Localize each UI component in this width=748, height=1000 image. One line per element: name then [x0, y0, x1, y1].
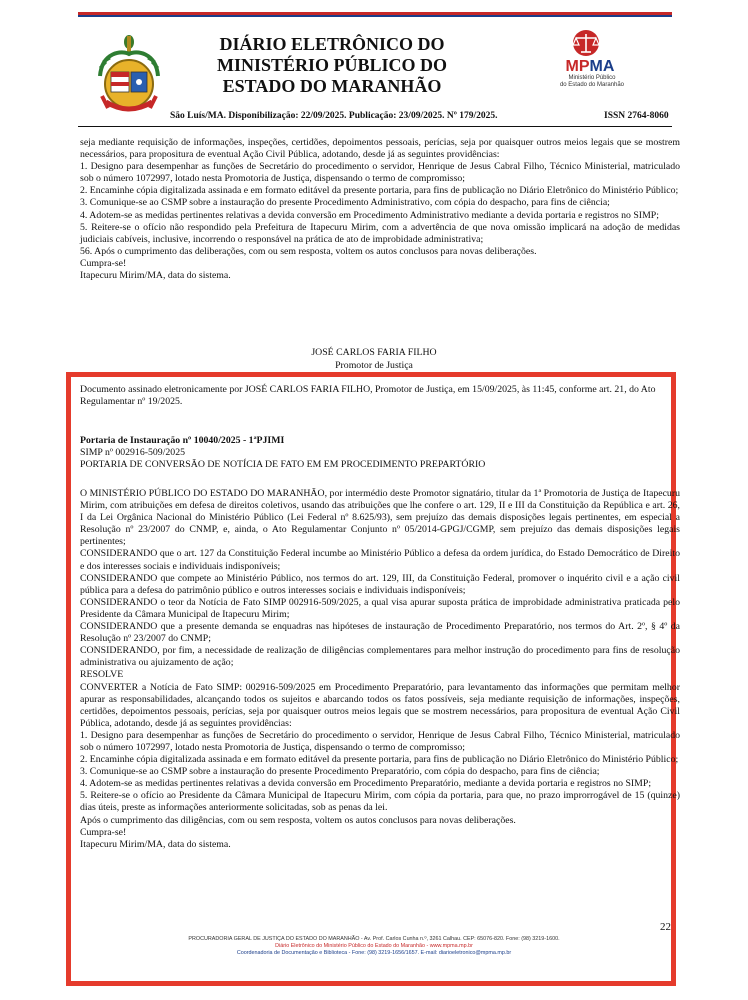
- footer-address: PROCURADORIA GERAL DE JUSTIÇA DO ESTADO DO MARANHÃO - Av. Prof. Carlos Cunha n.º, 3261 Calhau. CEP: 65076-820. Fone: (98) 3219-1600.: [188, 936, 560, 942]
- paragraph: CONSIDERANDO que compete ao Ministério Público, nos termos do art. 129, III, da Constituição Federal, promover o inquérito civil e a ação civil pública para a defesa do patrimônio público e outros interesses sociais e individuais indisponíveis;: [80, 572, 680, 596]
- page-footer: [100, 936, 648, 957]
- paragraph: CONSIDERANDO o teor da Notícia de Fato SIMP 002916-509/2025, a qual visa apurar suposta prática de improbidade administrativa praticada pelo Presidente da Câmara Municipal de Itapecuru Mirim;: [80, 596, 680, 620]
- mpma-wordmark-ma: MA: [589, 58, 615, 75]
- journal-title-line: ESTADO DO MARANHÃO: [222, 76, 442, 96]
- footer-contact: Coordenadoria de Documentação e Biblioteca - Fone: (98) 3219-1656/1657. E-mail: diarioeletronico@mpma.mp.br: [236, 950, 512, 956]
- paragraph: Cumpra-se!: [80, 826, 127, 838]
- paragraph: 3. Comunique-se ao CSMP sobre a instauração do presente Procedimento Preparatório, com cópia do despacho, para fins de ciência;: [80, 766, 600, 778]
- footer-journal-link: Diário Eletrônico do Ministério Público do Estado do Maranhão - www.mpma.mp.br: [275, 943, 473, 949]
- paragraph: 4. Adotem-se as medidas pertinentes relativas a devida conversão em Procedimento Preparatório, mediante a devida portaria e registros no SIMP;: [80, 778, 652, 790]
- paragraph: 2. Encaminhe cópia digitalizada assinada e em formato editável da presente portaria, para fins de publicação no Diário Eletrônico do Ministério Público;: [80, 754, 679, 766]
- portaria-title: Portaria de Instauração nº 10040/2025 - 1ªPJIMI: [80, 435, 285, 446]
- paragraph: 56. Após o cumprimento das deliberações, com ou sem resposta, voltem os autos conclusos para novas deliberações.: [80, 245, 537, 257]
- issn-label: ISSN 2764-8060: [604, 111, 669, 121]
- paragraph: RESOLVE: [80, 669, 124, 681]
- portaria-simp-number: SIMP nº 002916-509/2025: [80, 447, 186, 459]
- portaria-body: [80, 488, 680, 851]
- publication-info: São Luís/MA. Disponibilização: 22/09/2025. Publicação: 23/09/2025. Nº 179/2025.: [170, 111, 498, 121]
- paragraph: CONVERTER a Notícia de Fato SIMP: 002916-509/2025 em Procedimento Preparatório, para levantamento das informações que permitam melhor apurar as responsabilidades, alcançando todos os sujeitos e abarcando todos os fatos possíveis, seja mediante requisição de informações, inspeções, certidões, depoimentos pessoais, perícias, seja por quaisquer outros meios legais que se mostrem necessários, para propositura de eventual Ação Civil Pública, adotando, desde já as seguintes providências:: [80, 681, 680, 729]
- state-coat-of-arms-icon: [92, 32, 166, 120]
- signer-role: Promotor de Justiça: [335, 360, 413, 371]
- mpma-sub-line: Ministério Público: [568, 75, 616, 81]
- paragraph: CONSIDERANDO que a presente demanda se enquadras nas hipóteses de instauração de Procedimento Preparatório, nos termos do Art. 2º, § 4º da Resolução nº 23/2007 do CNMP;: [80, 621, 680, 645]
- electronic-signature-note: Documento assinado eletronicamente por JOSÉ CARLOS FARIA FILHO, Promotor de Justiça, em 15/09/2025, às 11:45, conforme art. 21, do Ato Regulamentar nº 19/2025.: [80, 384, 656, 408]
- paragraph: 1. Designo para desempenhar as funções de Secretário do procedimento o servidor, Henrique de Jesus Cabral Filho, Técnico Ministerial, matriculado sob o número 1072997, lotado nesta Promotoria de Justiça, dispensando o termo de compromisso;: [80, 161, 680, 185]
- paragraph: Cumpra-se!: [80, 257, 127, 269]
- paragraph: O MINISTÉRIO PÚBLICO DO ESTADO DO MARANHÃO, por intermédio deste Promotor signatário, titular da 1ª Promotoria de Justiça de Itapecuru Mirim, com atribuições em defesa de direitos coletivos, usando das atribuições que lhe confere o art. 129, II e III da Constituição da República e art. 26, I da Lei Orgânica Nacional do Ministério Público (Lei Federal nº 8.625/93), sem prejuízo das demais disposições legais pertinentes, em especial a Resolução nº 23/2007 do CNMP, e, ainda, o Ato Regulamentar Conjunto nº 05/2014-GPGJ/CGMP, sem prejuízo das demais disposições legais pertinentes;: [80, 488, 680, 548]
- mpma-logo-wordmark: [542, 58, 638, 76]
- paragraph: CONSIDERANDO que o art. 127 da Constituição Federal incumbe ao Ministério Público a defesa da ordem jurídica, do Estado Democrático de Direito e dos interesses sociais e individuais indisponíveis;: [80, 548, 680, 572]
- paragraph: 3. Comunique-se ao CSMP sobre a instauração do presente Procedimento Administrativo, com cópia do despacho, para fins de ciência;: [80, 197, 610, 209]
- mpma-wordmark-mp: MP: [565, 58, 590, 75]
- header-divider: [78, 126, 672, 127]
- paragraph: Após o cumprimento das diligências, com ou sem resposta, voltem os autos conclusos para novas deliberações.: [80, 814, 516, 826]
- journal-title-line: MINISTÉRIO PÚBLICO DO: [216, 55, 448, 75]
- header-blue-rule: [78, 15, 672, 17]
- portaria-header: [80, 435, 680, 471]
- signer-name: JOSÉ CARLOS FARIA FILHO: [311, 347, 437, 358]
- paragraph: Itapecuru Mirim/MA, data do sistema.: [80, 838, 231, 850]
- paragraph: 2. Encaminhe cópia digitalizada assinada e em formato editável da presente portaria, para fins de publicação no Diário Eletrônico do Ministério Público;: [80, 185, 679, 197]
- paragraph: Itapecuru Mirim/MA, data do sistema.: [80, 270, 231, 282]
- page-number: 22: [660, 921, 671, 933]
- journal-title-line: DIÁRIO ELETRÔNICO DO: [219, 34, 445, 54]
- mpma-sub-line: do Estado do Maranhão: [559, 82, 625, 88]
- previous-act-continuation: [80, 137, 680, 282]
- mpma-logo-subtitle: [552, 75, 632, 89]
- paragraph: 5. Reitere-se o ofício ao Presidente da Câmara Municipal de Itapecuru Mirim, com cópia da portaria, para que, no prazo improrrogável de 15 (quinze) dias úteis, preste as informações anteriormente solicitadas, sob as penas da lei.: [80, 790, 680, 814]
- paragraph: 1. Designo para desempenhar as funções de Secretário do procedimento o servidor, Henrique de Jesus Cabral Filho, Técnico Ministerial, matriculado sob o número 1072997, lotado nesta Promotoria de Justiça, dispensando o termo de compromisso;: [80, 729, 680, 753]
- paragraph: CONSIDERANDO, por fim, a necessidade de realização de diligências complementares para melhor instrução do procedimento para fins de resolução administrativa ou ajuizamento de ação;: [80, 645, 680, 669]
- paragraph: 4. Adotem-se as medidas pertinentes relativas a devida conversão em Procedimento Administrativo mediante a devida portaria e registros no SIMP;: [80, 209, 659, 221]
- paragraph: 5. Reitere-se o ofício não respondido pela Prefeitura de Itapecuru Mirim, com a advertência de que nova omissão implicará na adoção de medidas judiciais cabíveis, inclusive, incorrendo o responsável na prática de ato de improbidade administrativa;: [80, 221, 680, 245]
- paragraph: seja mediante requisição de informações, inspeções, certidões, depoimentos pessoais, perícias, seja por quaisquer outros meios legais que se mostrem necessários, para propositura de eventual Ação Civil Pública, adotando, desde já as seguintes providências:: [80, 137, 680, 161]
- journal-title: [212, 34, 452, 97]
- scales-of-justice-icon: [566, 28, 606, 58]
- portaria-subject: PORTARIA DE CONVERSÃO DE NOTÍCIA DE FATO EM EM PROCEDIMENTO PREPARTÓRIO: [80, 459, 486, 471]
